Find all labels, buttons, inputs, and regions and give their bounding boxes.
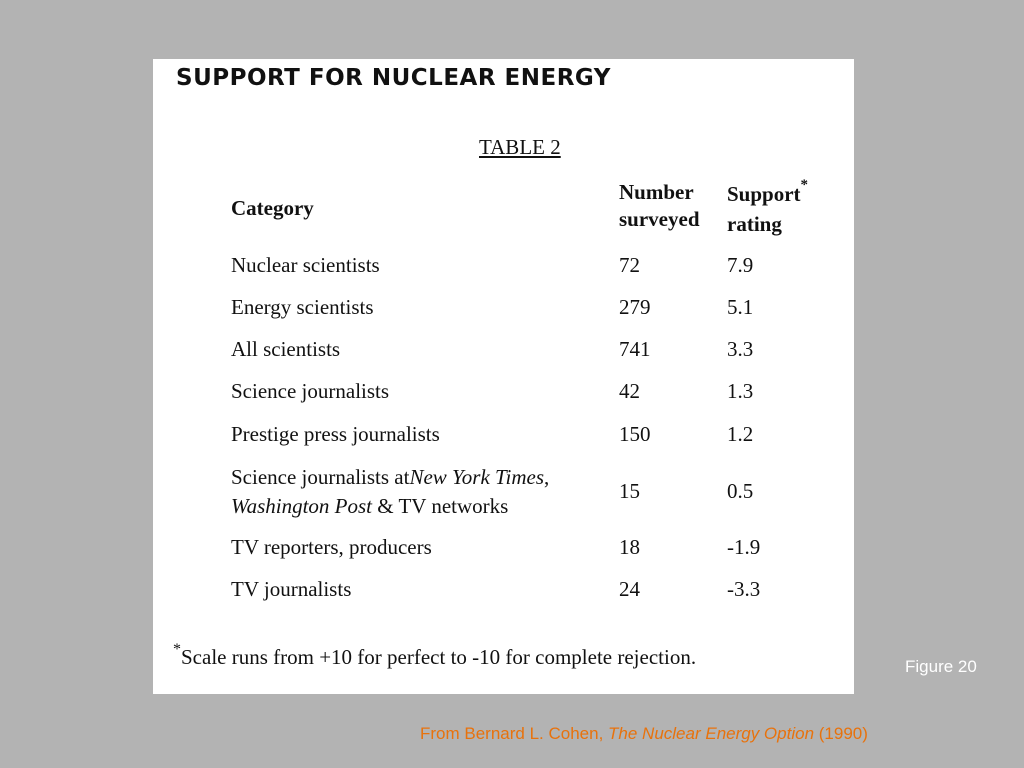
page-heading: SUPPORT FOR NUCLEAR ENERGY (176, 65, 611, 91)
column-header-number-line2: surveyed (619, 207, 700, 231)
support-asterisk: * (800, 177, 809, 193)
row-category: All scientists (231, 337, 341, 361)
row-category (231, 463, 549, 521)
row-category: Prestige press journalists (231, 422, 440, 446)
source-book-title: The Nuclear Energy Option (608, 724, 815, 743)
row-number: 741 (619, 337, 651, 361)
table-panel (153, 59, 854, 694)
column-header-category: Category (231, 196, 314, 220)
row-category-italic: Washington Post (231, 494, 372, 518)
row-rating: 5.1 (727, 295, 754, 319)
row-category-suffix: & TV networks (372, 494, 509, 518)
row-rating: -3.3 (727, 577, 761, 601)
row-number: 42 (619, 379, 640, 403)
row-category-italic: New York Times (409, 465, 545, 489)
row-number: 279 (619, 295, 651, 319)
row-number: 15 (619, 479, 640, 503)
source-suffix: (1990) (814, 724, 868, 743)
row-category: TV reporters, producers (231, 535, 432, 559)
footnote-asterisk: * (173, 641, 181, 658)
row-rating: 7.9 (727, 253, 754, 277)
row-category: TV journalists (231, 577, 352, 601)
column-header-support-line1: Support (727, 182, 801, 206)
column-header-number-line1: Number (619, 180, 694, 204)
column-header-support-line2: rating (727, 212, 782, 236)
row-rating: 3.3 (727, 337, 754, 361)
row-number: 18 (619, 535, 640, 559)
row-category-sep: , (544, 465, 550, 489)
row-rating: -1.9 (727, 535, 761, 559)
row-category: Science journalists (231, 379, 390, 403)
row-rating: 1.3 (727, 379, 754, 403)
column-header-number (619, 179, 700, 233)
figure-label: Figure 20 (905, 657, 977, 676)
row-number: 72 (619, 253, 640, 277)
source-prefix: From Bernard L. Cohen, (420, 724, 609, 743)
row-number: 150 (619, 422, 651, 446)
footnote-text: Scale runs from +10 for perfect to -10 for complete rejection. (181, 645, 697, 669)
table-title: TABLE 2 (479, 135, 561, 159)
row-rating: 1.2 (727, 422, 754, 446)
row-number: 24 (619, 577, 640, 601)
row-rating: 0.5 (727, 479, 754, 503)
source-citation (420, 724, 868, 744)
column-header-support (727, 177, 809, 238)
row-category-prefix: Science journalists at (231, 465, 410, 489)
row-category: Nuclear scientists (231, 253, 380, 277)
footnote (173, 641, 697, 670)
row-category: Energy scientists (231, 295, 374, 319)
